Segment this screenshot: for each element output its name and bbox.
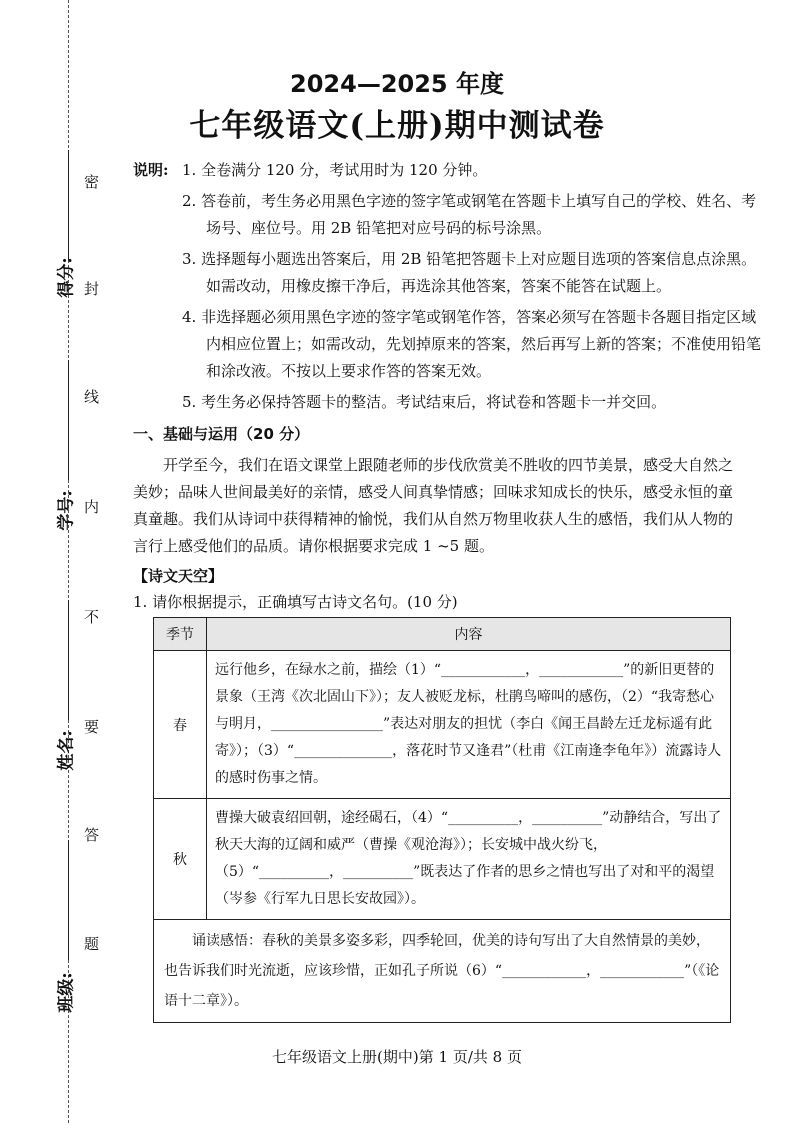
poetry-table: [153, 617, 731, 1023]
instructions: [133, 157, 763, 420]
instruction-item: 3. 选择题每小题选出答案后，用 2B 铅笔把答题卡上对应题目选项的答案信息点涂黑。如需改动，用橡皮擦干净后，再选涂其他答案，答案不能答在试题上。: [182, 250, 757, 295]
seal-char: 封: [84, 280, 100, 298]
table-row: [154, 651, 731, 799]
page-footer: 七年级语文上册(期中)第 1 页/共 8 页: [272, 1048, 522, 1066]
seal-char: 密: [84, 173, 100, 191]
instruction-item: 1. 全卷满分 120 分，考试用时为 120 分钟。: [182, 161, 488, 179]
section-heading: 一、基础与运用（20 分）: [133, 425, 310, 443]
column-header: 季节: [154, 618, 207, 651]
seal-char: 内: [84, 498, 100, 516]
seal-char: 答: [84, 826, 100, 844]
table-row: [154, 920, 731, 1023]
instructions-label: 说明:: [133, 161, 169, 179]
instruction-item: 2. 答卷前，考生务必用黑色字迹的签字笔或钢笔在答题卡上填写自己的学校、姓名、考场号、座位号。用 2B 铅笔把对应号码的标号涂黑。: [182, 192, 757, 237]
table-row: [154, 799, 731, 920]
season-cell: 秋: [154, 799, 207, 920]
score-blank-line: [68, 150, 69, 260]
class-blank-line: [68, 840, 69, 960]
content-cell: 曹操大破袁绍回朝，途经碣石，（4）“__________，__________”动静结合，写出了秋天大海的辽阔和威严（曹操《观沧海》）；长安城中战火纷飞，（5）“__________，__________”既表达了作者的思乡之情也写出了对和平的渴望（岑参《行军九日思长安故园》）。: [207, 799, 731, 920]
name-blank-line: [68, 600, 69, 720]
score-label: 得分:: [56, 257, 77, 298]
seal-char: 题: [84, 935, 100, 953]
section-intro: 开学至今，我们在语文课堂上跟随老师的步伐欣赏美不胜收的四节美景，感受大自然之美妙；品味人世间最美好的亲情，感受人间真挚情感；回味求知成长的快乐，感受永恒的童真童趣。我们从诗词中获得精神的愉悦，我们从自然万物里收获人生的感悟，我们从人物的言行上感受他们的品质。请你根据要求完成 1 ~5 题。: [133, 456, 734, 555]
instruction-item: 4. 非选择题必须用黑色字迹的签字笔或钢笔作答，答案必须写在答题卡各题目指定区域内相应位置上；如需改动，先划掉原来的答案，然后再写上新的答案；不准使用铅笔和涂改液。不按以上要求作答的答案无效。: [182, 308, 762, 380]
season-cell: 春: [154, 651, 207, 799]
content-cell: 远行他乡，在绿水之前，描绘（1）“____________，____________”的新旧更替的景象（王湾《次北固山下》）；友人被贬龙标，杜鹃鸟啼叫的感伤，（2）“我寄愁心与明月，________________”表达对朋友的担忧（李白《闻王昌龄左迁龙标遥有此寄》）；（3）“______________，落花时节又逢君”（杜甫《江南逢李龟年》）流露诗人的感时伤事之情。: [207, 651, 731, 799]
name-label: 姓名:: [56, 730, 77, 771]
question-1: 1. 请你根据提示，正确填写古诗文名句。(10 分): [133, 593, 458, 611]
table-header-row: [154, 618, 731, 651]
column-header: 内容: [207, 618, 731, 651]
school-year: 2024—2025 年度: [290, 70, 504, 98]
subsection-heading: 【诗文天空】: [133, 567, 224, 585]
seal-char: 不: [84, 608, 100, 626]
summary-cell: 诵读感悟：春秋的美景多姿多彩，四季轮回，优美的诗句写出了大自然情景的美妙，也告诉我们时光流逝，应该珍惜，正如孔子所说（6）“____________，____________”（《论语十二章》）。: [154, 920, 731, 1023]
page-title: 七年级语文(上册)期中测试卷: [189, 108, 605, 144]
class-label: 班级:: [56, 972, 77, 1013]
seal-char: 要: [84, 718, 100, 736]
id-blank-line: [68, 360, 69, 480]
seal-char: 线: [84, 388, 100, 406]
student-id-label: 学号:: [56, 490, 77, 531]
instruction-item: 5. 考生务必保持答题卡的整洁。考试结束后，将试卷和答题卡一并交回。: [182, 393, 667, 411]
